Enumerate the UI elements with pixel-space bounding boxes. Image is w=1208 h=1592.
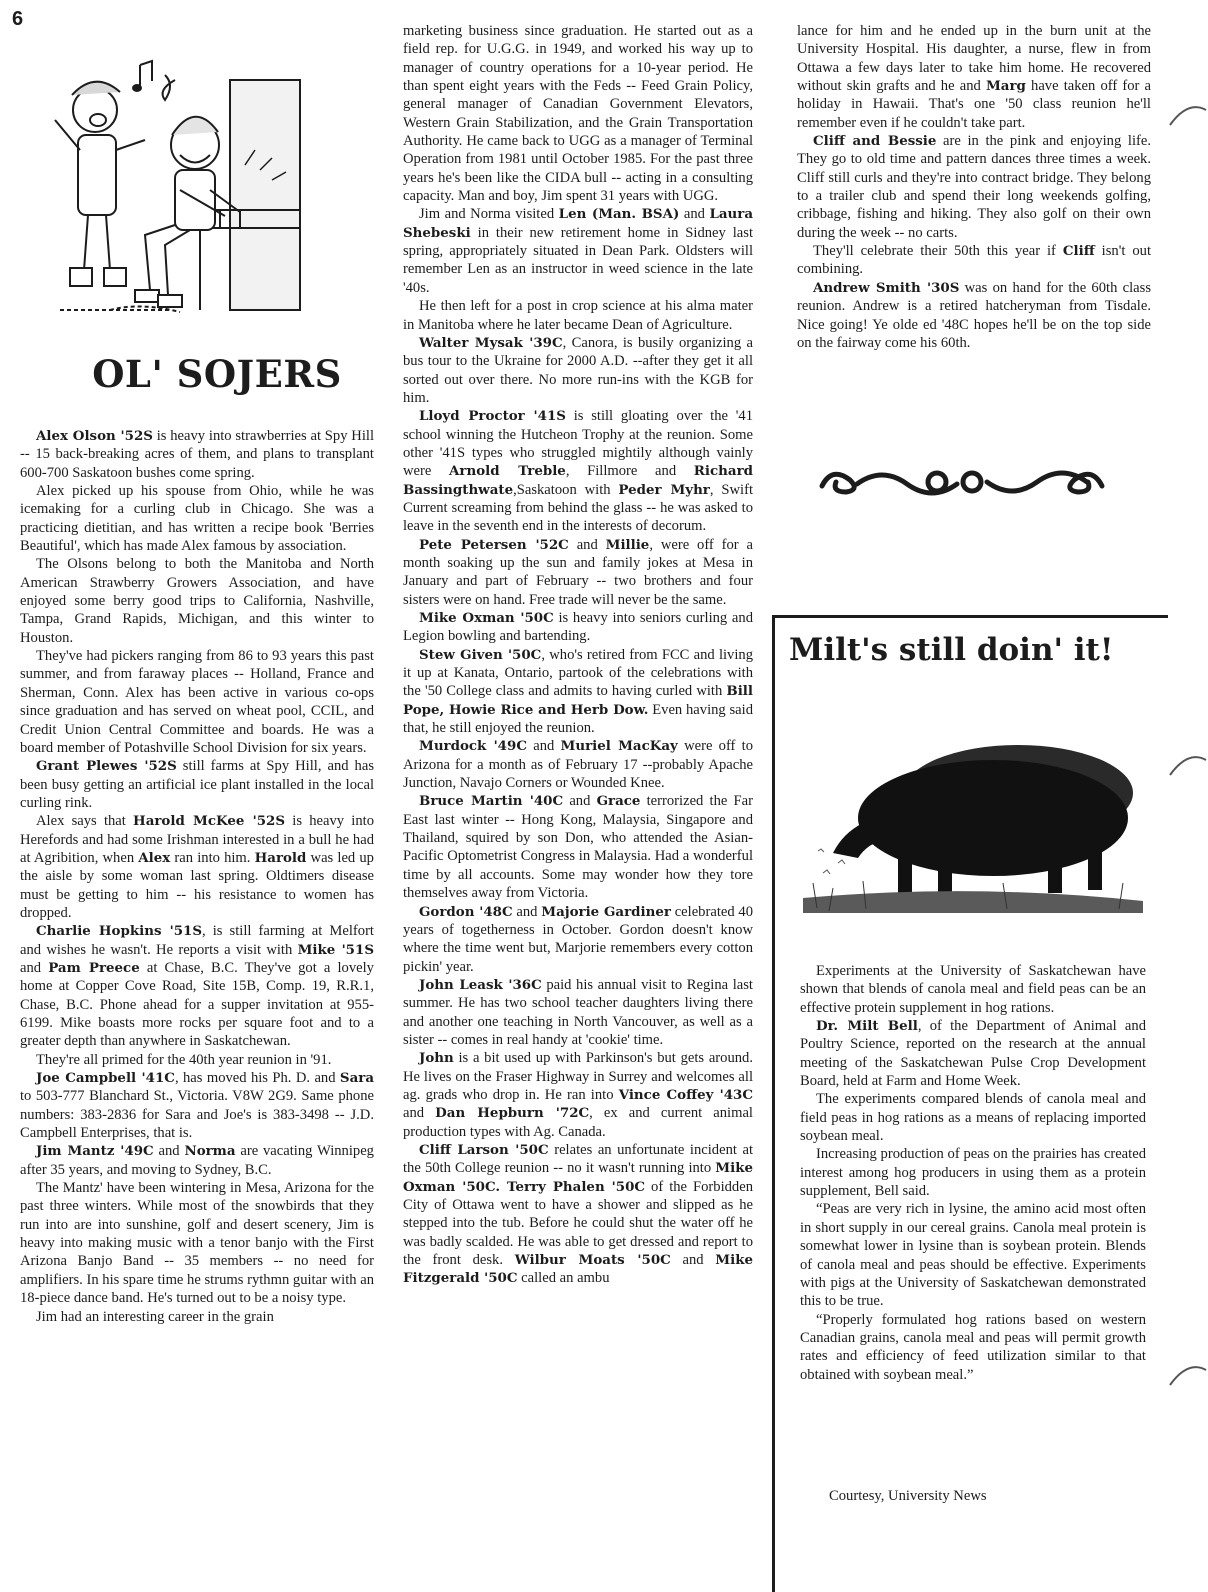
paragraph: The Olsons belong to both the Manitoba and North American Strawberry Growers Association, and have enjoyed some berry good trips to California, Nashville, Tampa, Grand Rapids, Michigan, and this winter to Houston.: [20, 556, 374, 646]
paragraph: The experiments compared blends of canola meal and field peas in hog rations as a means of replacing imported soybean meal.: [800, 1091, 1146, 1145]
soldiers-cartoon-illustration: [50, 40, 380, 330]
paragraph: Bruce Martin '40C and Grace terrorized the Far East last winter -- Hong Kong, Malaysia, Singapore and Thailand, squired by son Don, who attended the Asian-Pacific Optometrist Congress in Malaysia. Had a wonderful time by all accounts. Some may wonder how they tore themselves away from Victoria.: [403, 793, 753, 902]
paragraph: Walter Mysak '39C, Canora, is busily organizing a bus tour to the Ukraine for 2000 A.D. --after they get it all sorted out over there. No more run-ins with the KGB for him.: [403, 334, 753, 406]
paragraph: Alex picked up his spouse from Ohio, while he was icemaking for a curling club in Chicago. She was a practicing dietitian, and has written a recipe book 'Berries Beautiful', which has made Alex famous by association.: [20, 483, 374, 555]
paragraph: marketing business since graduation. He started out as a field rep. for U.G.G. in 1949, and worked his way up to manager of country operations for a 10-year period. He than spent eight years with the Feds -- Feed Grain Policy, general manager of Canadian Government Elevators, Western Grain Stabilization, and the Grain Transportation Authority. He came back to UGG as a manager of Terminal Operation from 1981 until October 1985. For the past three years he's been like the CIDA bull -- acting in a consulting capacity. Man and boy, Jim spent 31 years with UGG.: [403, 23, 753, 205]
page-curl-mark: [1168, 1360, 1208, 1390]
boxed-article-body: [800, 962, 1146, 1384]
paragraph: Cliff Larson '50C relates an unfortunate incident at the 50th College reunion -- no it wasn't running into Mike Oxman '50C. Terry Phalen '50C of the Forbidden City of Ottawa went to have a shower and slipped as he stepped into the tub. Before he could shut the water off he was badly scalded. He was able to get dressed and report to the front desk. Wilbur Moats '50C and Mike Fitzgerald '50C called an ambu: [403, 1141, 754, 1287]
paragraph: The Mantz' have been wintering in Mesa, Arizona for the past three winters. While most of the snowbirds that they run into are into sunshine, golf and desert scenery, Jim is heavy into making music with a tenor banjo with the First Arizona Banjo Band -- 35 members -- no need for amplifiers. In his spare time he strums rythmn guitar with an 18-piece dance band. He's turned out to be a noisy type.: [20, 1180, 374, 1307]
paragraph: lance for him and he ended up in the burn unit at the University Hospital. His daughter, a nurse, flew in from Ottawa a few days later to take him home. He recovered without skin grafts and he and Marg have taken off for a holiday in Hawaii. That's one '50 class reunion he'll remember even if he couldn't take part.: [797, 23, 1152, 131]
decorative-scroll-ornament: [812, 456, 1112, 504]
paragraph: Alex Olson '52S is heavy into strawberries at Spy Hill -- 15 back-breaking acres of them, and plans to transplant 600-700 Saskatoon bushes come spring.: [20, 428, 374, 481]
paragraph: Andrew Smith '30S was on hand for the 60th class reunion. Andrew is a retired hatcheryman from Tisdale. Nice going! Ye olde ed '48C hopes he'll be on the top side on the fairway come his 60th.: [797, 279, 1151, 351]
paragraph: Mike Oxman '50C is heavy into seniors curling and Legion bowling and bartending.: [403, 610, 753, 645]
paragraph: They're all primed for the 40th year reunion in '91.: [36, 1051, 332, 1068]
paragraph: Joe Campbell '41C, has moved his Ph. D. and Sara to 503-777 Blanchard St., Victoria. V8W 2G9. Same phone numbers: 383-2836 for Sara and Joe's is 383-3498 -- J.D. Campbell Enterprises, that is.: [20, 1070, 374, 1142]
paragraph: Experiments at the University of Saskatchewan have shown that blends of canola meal and field peas can be an effective protein supplement in hog rations.: [800, 963, 1146, 1016]
paragraph: They'll celebrate their 50th this year if Cliff isn't out combining.: [797, 243, 1151, 278]
article-credit: Courtesy, University News: [829, 1488, 987, 1504]
paragraph: Increasing production of peas on the prairies has created interest among hog producers in using them as a protein supplement, Bell said.: [800, 1146, 1146, 1200]
page-curl-mark: [1168, 100, 1208, 130]
paragraph: “Properly formulated hog rations based on western Canadian grains, canola meal and peas will permit growth rates and efficiency of feed utilization similar to that obtained with soybean meal.”: [800, 1311, 1146, 1383]
boxed-article: [772, 615, 1168, 1592]
paragraph: Jim Mantz '49C and Norma are vacating Winnipeg after 35 years, and moving to Sydney, B.C.: [20, 1143, 374, 1178]
paragraph: Cliff and Bessie are in the pink and enjoying life. They go to old time and pattern dances three times a week. Cliff still curls and they're into contract bridge. They belong to a trailer club and spend their long weekends golfing, cribbage, fishing and hiking. They also golf on their own during the week -- no carts.: [797, 133, 1151, 241]
page-curl-mark: [1168, 750, 1208, 780]
paragraph: John is a bit used up with Parkinson's but gets around. He lives on the Fraser Highway in Surrey and welcomes all ag. grads who drop in. He ran into Vince Coffey '43C and Dan Hepburn '72C, ex and current animal production types with Ag. Canada.: [403, 1050, 753, 1140]
paragraph: Charlie Hopkins '51S, is still farming at Melfort and wishes he wasn't. He reports a visit with Mike '51S and Pam Preece at Chase, B.C. They've got a lovely home at Copper Cove Road, Site 15B, Comp. 19, R.R.1, Chase, B.C. Phone ahead for a supper invitation at 955-6199. Mike boasts more rocks per square foot and to a greater depth than anywhere in Saskatchewan.: [20, 923, 374, 1050]
column-3-text: [797, 22, 1151, 352]
page-number: 6: [12, 8, 24, 30]
column-2-text: [403, 22, 753, 1288]
paragraph: Dr. Milt Bell, of the Department of Animal and Poultry Science, reported on the research at the annual meeting of the Saskatchewan Pulse Crop Development Board, held at Farm and Home Week.: [800, 1018, 1146, 1090]
paragraph: Alex says that Harold McKee '52S is heavy into Herefords and had some Irishman interested in a bull he had at Agribition, when Alex ran into him. Harold was led up the aisle by some woman last spring. Oldtimers disease must be getting to him -- his resistance to women has dropped.: [20, 813, 374, 921]
paragraph: Jim and Norma visited Len (Man. BSA) and Laura Shebeski in their new retirement home in Sidney last spring, appropriately situated in Dean Park. Oldsters will remember Len as an instructor in weed science in the late '40s.: [403, 206, 753, 296]
section-title: OL' SOJERS: [92, 352, 342, 396]
paragraph: John Leask '36C paid his annual visit to Regina last summer. He has two school teacher daughters living there and another one teaching in North Vancouver, as well as a sister -- comes in real handy at 'cookie' time.: [403, 976, 753, 1048]
paragraph: Stew Given '50C, who's retired from FCC and living it up at Kanata, Ontario, partook of the celebrations with the '50 College class and admits to having curled with Bill Pope, Howie Rice and Herb Dow. Even having said that, he still enjoyed the reunion.: [403, 646, 754, 737]
paragraph: Grant Plewes '52S still farms at Spy Hill, and has been busy getting an artificial ice plant installed in the local curling rink.: [20, 758, 374, 811]
paragraph: Murdock '49C and Muriel MacKay were off to Arizona for a month as of February 17 --probably Apache Junction, Navajo Corners or Wounded Knee.: [403, 738, 754, 792]
paragraph: “Peas are very rich in lysine, the amino acid most often in short supply in our cereal grains. Canola meal protein is somewhat lower in lysine than is soybean protein. Blends of canola meal and peas should be effective. Experiments with pigs at the University of Saskatchewan demonstrated this to be true.: [800, 1201, 1146, 1310]
paragraph: Lloyd Proctor '41S is still gloating over the '41 school winning the Hutcheon Trophy at the reunion. Some other '41S types who struggled mightily although vainly were Arnold Treble, Fillmore and Richard Bassingthwate,Saskatoon with Peder Myhr, Swift Current screaming from behind the glass -- he was asked to leave in the seventh end in the interests of decorum.: [403, 408, 753, 535]
hogs-photo: [803, 723, 1143, 913]
column-1-text: [20, 427, 374, 1326]
boxed-article-title: Milt's still doin' it!: [789, 632, 1114, 668]
paragraph: Gordon '48C and Majorie Gardiner celebrated 40 years of togetherness in October. Gordon doesn't know where the time went but, Marjorie remembers every cotton pickin' year.: [403, 903, 754, 975]
paragraph: Pete Petersen '52C and Millie, were off for a month soaking up the sun and family jokes at Mesa in January and part of February -- two brothers and four sisters were on hand. Free trade will never be the same.: [403, 536, 753, 608]
paragraph: Jim had an interesting career in the grain: [36, 1308, 274, 1325]
paragraph: They've had pickers ranging from 86 to 93 years this past summer, and from faraway places -- Holland, France and Sherman, Conn. Alex has been active in various co-ops since graduation and has served on wheat pool, CCIL, and Credit Union Central Committee and boards. He was a board member of Potashville School Division for six years.: [20, 648, 374, 756]
paragraph: He then left for a post in crop science at his alma mater in Manitoba where he later became Dean of Agriculture.: [403, 298, 753, 333]
